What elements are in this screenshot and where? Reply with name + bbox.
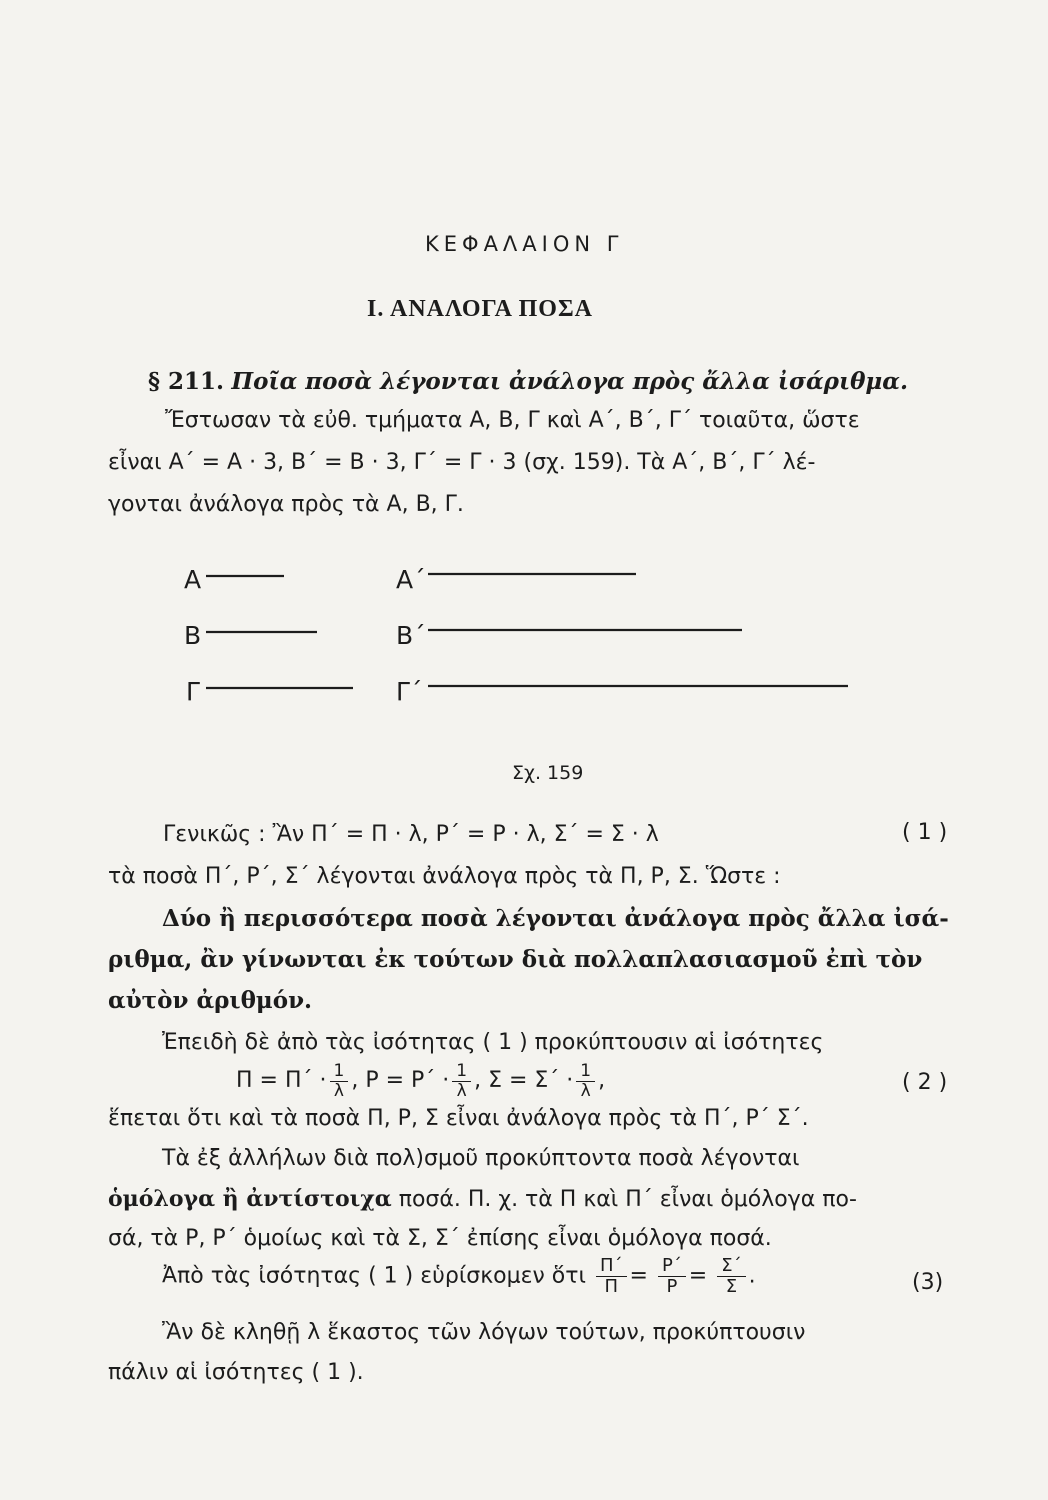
equation-number-2: ( 2 )	[902, 1070, 948, 1095]
homologous-line: Τὰ ἐξ ἀλλήλων διὰ πολ)σμοῦ προκύπτοντα ποσὰ λέγονται	[162, 1146, 800, 1171]
follows-line: ἕπεται ὅτι καὶ τὰ ποσὰ Π, Ρ, Σ εἶναι ἀνάλογα πρὸς τὰ Π΄, Ρ΄ Σ΄.	[108, 1106, 809, 1131]
eq2-term-4: ,	[598, 1068, 606, 1094]
line-after-general: τὰ ποσὰ Π΄, Ρ΄, Σ΄ λέγονται ἀνάλογα πρὸς τὰ Π, Ρ, Σ. Ὥστε :	[108, 864, 781, 889]
eq2-term-3: , Σ = Σ΄ ·	[474, 1068, 574, 1094]
figure-label-B: Β	[184, 621, 202, 650]
last-line: πάλιν αἱ ἰσότητες ( 1 ).	[108, 1360, 364, 1385]
period: .	[748, 1263, 756, 1289]
intro-line: γονται ἀνάλογα πρὸς τὰ Α, Β, Γ.	[108, 492, 464, 517]
fraction-R-prime-over-R: $\frac{P΄}{P}$	[658, 1256, 686, 1297]
figure-label-G: Γ	[186, 677, 200, 706]
paragraph-number: § 211.	[148, 368, 225, 395]
homologous-term: ὁμόλογα ἢ ἀντίστοιχα	[108, 1186, 392, 1212]
homologous-line	[108, 1186, 857, 1212]
fraction-1-over-lambda: $\frac{1}{\lambda}$	[576, 1062, 595, 1100]
equation-number-1: ( 1 )	[902, 820, 948, 845]
figure-label-A-prime: Α΄	[396, 565, 426, 594]
eq2-term-1: Π = Π΄ ·	[236, 1068, 327, 1094]
chapter-heading: ΚΕΦΑΛΑΙΟΝ Γ	[425, 232, 624, 256]
equals-sign: =	[629, 1263, 648, 1289]
equals-sign: =	[688, 1263, 708, 1289]
intro-line: Ἔστωσαν τὰ εὐθ. τμήματα Α, Β, Γ καὶ Α΄, Β΄, Γ΄ τοιαῦτα, ὥστε	[165, 408, 860, 433]
figure-caption: Σχ. 159	[512, 762, 584, 784]
section-title: Ι. ΑΝΑΛΟΓΑ ΠΟΣΑ	[367, 296, 593, 322]
rule-line: αὐτὸν ἀριθμόν.	[108, 987, 313, 1014]
rule-line: ριθμα, ἂν γίνωνται ἐκ τούτων διὰ πολλαπλασιασμοῦ ἐπὶ τὸν	[108, 946, 923, 973]
last-line: Ἂν δὲ κληθῇ λ ἕκαστος τῶν λόγων τούτων, προκύπτουσιν	[162, 1320, 806, 1345]
fraction-P-prime-over-P: $\frac{\Pi΄}{\Pi}$	[596, 1256, 627, 1297]
figure-label-B-prime: Β΄	[396, 621, 426, 650]
since-line: Ἐπειδὴ δὲ ἀπὸ τὰς ἰσότητας ( 1 ) προκύπτουσιν αἱ ἰσότητες	[162, 1030, 824, 1055]
general-line: Γενικῶς : Ἂν Π΄ = Π · λ, Ρ΄ = Ρ · λ, Σ΄ = Σ · λ	[163, 822, 659, 847]
homologous-line-rest: ποσά. Π. χ. τὰ Π καὶ Π΄ εἶναι ὁμόλογα πο-	[391, 1187, 857, 1212]
paragraph-heading-text: Ποῖα ποσὰ λέγονται ἀνάλογα πρὸς ἄλλα ἰσάριθμα.	[231, 368, 908, 395]
figure-label-G-prime: Γ΄	[396, 677, 423, 706]
paragraph-heading	[148, 368, 908, 395]
equation-2	[236, 1062, 605, 1100]
equation-number-3: (3)	[912, 1270, 944, 1295]
figure-159	[170, 560, 890, 750]
fraction-S-prime-over-S: $\frac{\Sigma΄}{\Sigma}$	[717, 1256, 745, 1297]
eq2-term-2: , Ρ = Ρ΄ ·	[351, 1068, 450, 1094]
figure-label-A: Α	[184, 565, 202, 594]
equation-3	[162, 1256, 756, 1297]
fraction-1-over-lambda: $\frac{1}{\lambda}$	[452, 1062, 471, 1100]
eq3-lead: Ἀπὸ τὰς ἰσότητας ( 1 ) εὑρίσκομεν ὅτι	[162, 1263, 586, 1289]
fraction-1-over-lambda: $\frac{1}{\lambda}$	[330, 1062, 349, 1100]
rule-line: Δύο ἢ περισσότερα ποσὰ λέγονται ἀνάλογα πρὸς ἄλλα ἰσά-	[162, 905, 949, 932]
intro-line: εἶναι Α΄ = Α · 3, Β΄ = Β · 3, Γ΄ = Γ · 3 (σχ. 159). Τὰ Α΄, Β΄, Γ΄ λέ-	[108, 450, 816, 475]
homologous-line: σά, τὰ Ρ, Ρ΄ ὁμοίως καὶ τὰ Σ, Σ΄ ἐπίσης εἶναι ὁμόλογα ποσά.	[108, 1226, 772, 1251]
